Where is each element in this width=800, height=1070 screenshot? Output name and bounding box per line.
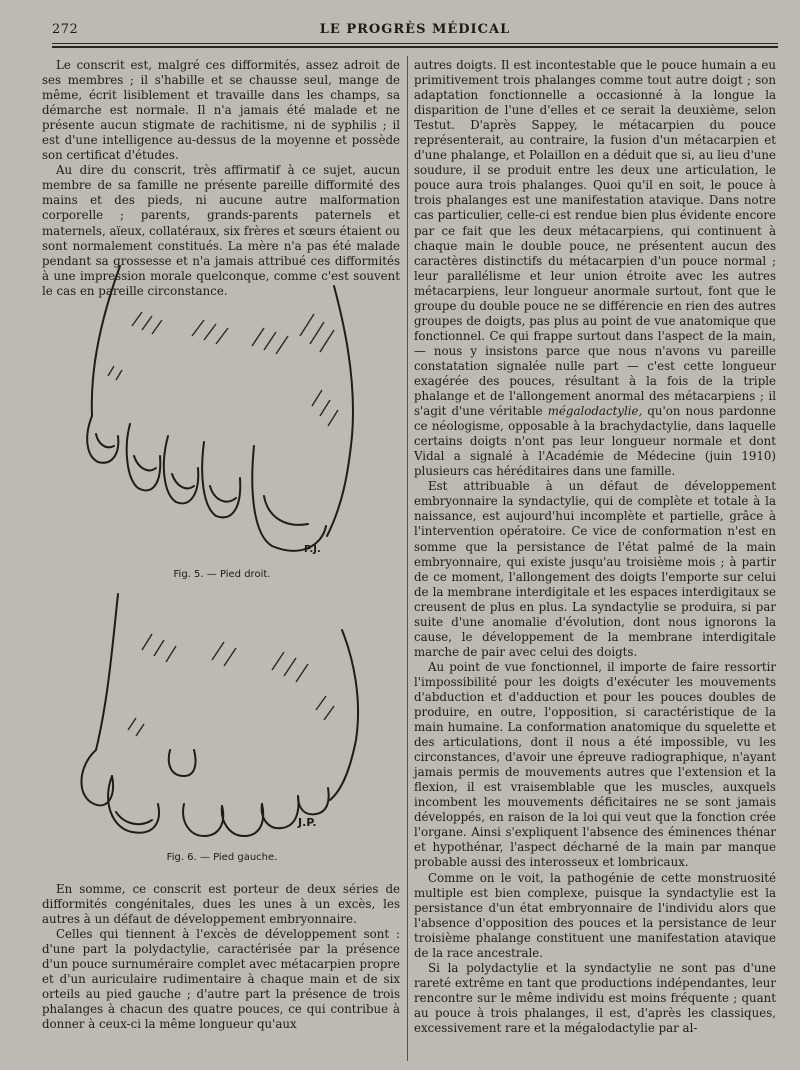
paragraph-polydactylie-rarete: Si la polydactylie et la syndactylie ne sont pas d'une rareté extrême en tant que productions indépendantes, leur rencontre sur le même individu est moins fréquente ; quant au pouce à trois phalanges, il est, d'après les classiques, excessivement rare et la mégalodactylie par al-: [414, 960, 776, 1035]
paragraph-en-somme: En somme, ce conscrit est porteur de deux séries de difformités congénitales, dues les unes à un excès, les autres à un défaut de développement embryonnaire.: [42, 882, 400, 927]
paragraph-pouce-humain: [414, 58, 776, 479]
paragraph-conscrit-adroit: Le conscrit est, malgré ces difformités, assez adroit de ses membres ; il s'habille et se chausse seul, mange de même, écrit lisiblement et travaille dans les champs, sa démarche est normale. Il n'a jamais été malade et ne présente aucun stigmate de rachitisme, ni de syphilis ; il est d'une intelligence au-dessus de la moyenne et possède son certificat d'études.: [42, 58, 400, 163]
right-foot-drawing: [72, 256, 372, 561]
paragraph-exces-developpement: Celles qui tiennent à l'excès de développement sont : d'une part la polydactylie, caractérisée par la présence d'un pouce surnuméraire complet avec métacarpien propre et d'un auriculaire rudimentaire à chaque main et de six orteils au pied gauche ; d'autre part la présence de trois phalanges à chacun des quatre pouces, ce qui contribue à donner à ceux-ci la même longueur qu'aux: [42, 927, 400, 1032]
fig5-caption: Fig. 5. — Pied droit.: [173, 569, 271, 580]
paragraph-pathogenie: Comme on le voit, la pathogénie de cette monstruosité multiple est bien complexe, puisque la syndactylie est la persistance d'un état embryonnaire de l'individu alors que l'absence d'opposition des pouces et la persistance de leur troisième phalange constituent une manifestation atavique de la race ancestrale.: [414, 870, 776, 960]
figure-5-right-foot: [72, 256, 372, 586]
right-column: [414, 58, 776, 1036]
figure-6-left-foot: [72, 590, 372, 866]
journal-title: LE PROGRÈS MÉDICAL: [319, 22, 511, 37]
fig5-initials: P.J.: [304, 544, 321, 555]
header-rule-top: [52, 43, 778, 44]
left-column-bottom: [42, 882, 400, 1032]
megalodactylie-term: mégalodactylie,: [547, 404, 643, 419]
pouce-text: autres doigts. Il est incontestable que le pouce humain a eu primitivement trois phalanges comme tout autre doigt ; son adaptation fonctionnelle a occasionné à la longue la disparition de l'une d'elles et ce serait la deuxième, selon Testut. D'après Sappey, le métacarpien du pouce représenterait, au contraire, la fusion d'un métacarpien et d'une phalange, et Polaillon en a déduit que si, au lieu d'une soudure, il se produit entre les deux une articulation, le pouce aura trois phalanges. Quoi qu'il en soit, le pouce à trois phalanges est une manifestation atavique. Dans notre cas particulier, celle-ci est rendue bien plus évidente encore par ce fait que les deux métacarpiens, qui continuent à chaque main le double pouce, ne présentent aucun des caractères distinctifs du métacarpien d'un pouce normal ; leur parallélisme et leur union étroite avec les autres métacarpiens, leur longueur anormale surtout, font que le groupe du double pouce ne se différencie en rien des autres groupes de doigts, pas plus au point de vue anatomique que fonctionnel. Ce qui frappe surtout dans l'aspect de la main, — nous y insistons parce que nous n'avons vu pareille constatation signalée nulle part — c'est cette longueur exagérée des pouces, résultant à la fois de la triple phalange et de l'allongement anormal des métacarpiens ; il s'agit d'une véritable: [414, 58, 776, 419]
header-rule-bottom: [52, 46, 778, 48]
fig6-initials: J.P.: [298, 816, 317, 829]
page-number: 272: [52, 22, 79, 37]
paragraph-syndactylie: Est attribuable à un défaut de développement embryonnaire la syndactylie, qui de complète et totale à la naissance, est aujourd'hui incomplète et partielle, grâce à l'intervention opératoire. Ce vice de conformation n'est en somme que la persistance de l'état palmé de la main embryonnaire, qui existe jusqu'au troisième mois ; à partir de ce moment, l'allongement des doigts l'emporte sur celui de la membrane interdigitale et les espaces interdigitaux se creusent de plus en plus. La syndactylie se produira, si par suite d'une anomalie d'évolution, dont nous ignorons la cause, le développement de la membrane interdigitale marche de pair avec celui des doigts.: [414, 479, 776, 659]
column-divider: [407, 56, 408, 1061]
fig6-caption: Fig. 6. — Pied gauche.: [166, 852, 278, 863]
running-header: [52, 20, 778, 42]
pouce-text-tail: qu'on nous pardonne ce néologisme, opposable à la brachydactylie, dans laquelle certains doigts n'ont pas leur longueur normale et dont Vidal a signalé à l'Académie de Médecine (juin 1910) plusieurs cas héréditaires dans une famille.: [414, 404, 776, 479]
paragraph-famille: Au dire du conscrit, très affirmatif à ce sujet, aucun membre de sa famille ne présente pareille difformité des mains et des pieds, ni aucune autre malformation corporelle ; parents, grands-parents paternels et maternels, aïeux, collatéraux, six frères et sœurs étaient ou sont normalement constitués. La mère n'a pas été malade pendant sa grossesse et n'a jamais attribué ces difformités à une impression morale quelconque, comme c'est souvent le cas en pareille circonstance.: [42, 163, 400, 298]
left-foot-drawing: [72, 590, 372, 845]
paragraph-fonctionnel: Au point de vue fonctionnel, il importe de faire ressortir l'impossibilité pour les doigts d'exécuter les mouvements d'abduction et d'adduction et pour les pouces doubles de produire, en outre, l'opposition, si caractéristique de la main humaine. La conformation anatomique du squelette et des articulations, dont il nous a été impossible, vu les circonstances, d'avoir une épreuve radiographique, n'ayant jamais permis de mouvements autres que l'extension et la flexion, il est vraisemblable que les muscles, auxquels incombent les mouvements déficitaires ne se sont jamais développés, en raison de la loi qui veut que la fonction crée l'organe. Ainsi s'expliquent l'absence des éminences thénar et hypothénar, l'aspect décharné de la main par manque probable aussi des interosseux et lombricaux.: [414, 659, 776, 870]
